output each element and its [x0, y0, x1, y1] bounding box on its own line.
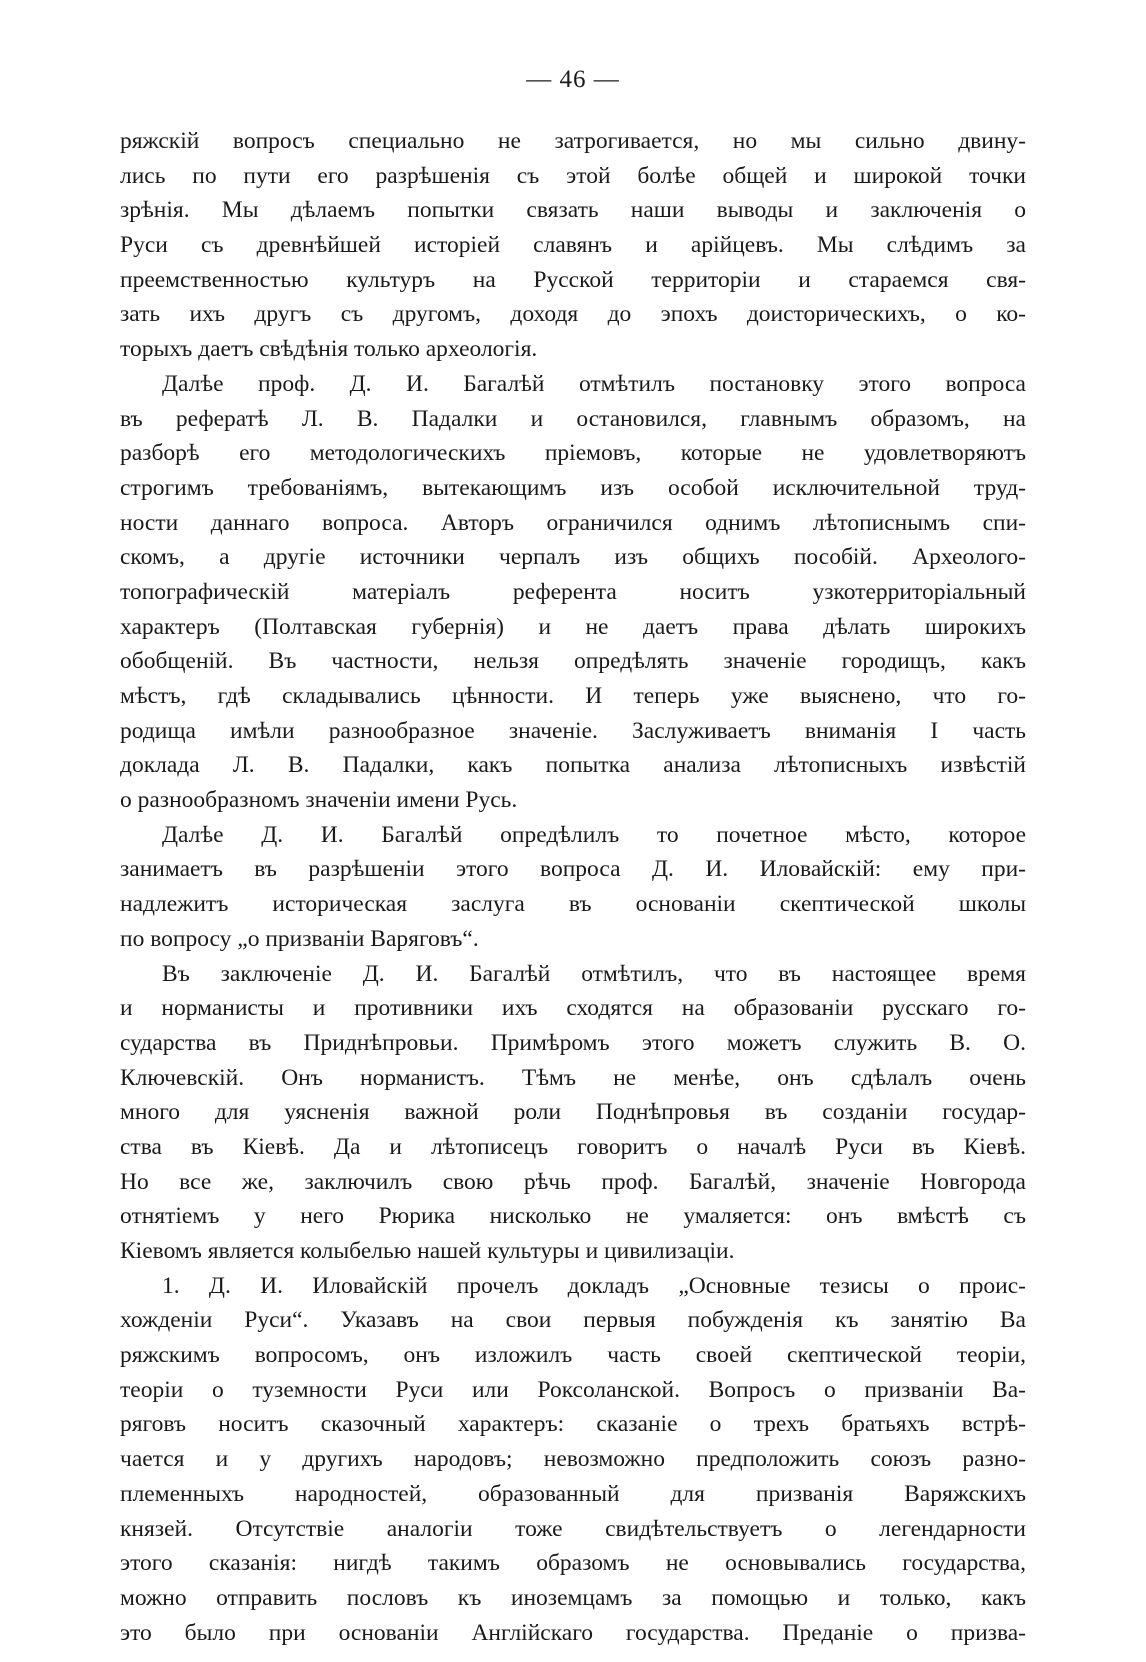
text-line: князей. Отсутствіе аналогіи тоже свидѣтельствуетъ о легендарности	[120, 1515, 1026, 1542]
text-line: Но все же, заключилъ свою рѣчь проф. Багалѣй, значеніе Новгорода	[120, 1168, 1026, 1195]
text-line: можно отправить пословъ къ иноземцамъ за помощью и только, какъ	[120, 1584, 1026, 1611]
text-line: разборѣ его методологическихъ пріемовъ, которые не удовлетворяютъ	[120, 440, 1026, 467]
text-line: Далѣе проф. Д. И. Багалѣй отмѣтилъ постановку этого вопроса	[162, 370, 1026, 397]
text-line: зать ихъ другъ съ другомъ, доходя до эпохъ доисторическихъ, о ко-	[120, 301, 1026, 328]
text-line: родища имѣли разнообразное значеніе. Заслуживаетъ вниманія I часть	[120, 717, 1026, 744]
text-line: этого сказанія: нигдѣ такимъ образомъ не основывались государства,	[120, 1550, 1026, 1577]
text-line: сударства въ Приднѣпровьи. Примѣромъ этого можетъ служить В. О.	[120, 1029, 1026, 1056]
text-line: характеръ (Полтавская губернія) и не даетъ права дѣлать широкихъ	[120, 613, 1026, 640]
text-line: Въ заключеніе Д. И. Багалѣй отмѣтилъ, что въ настоящее время	[162, 960, 1026, 987]
text-line: Руси съ древнѣйшей исторіей славянъ и арійцевъ. Мы слѣдимъ за	[120, 232, 1026, 259]
text-line: ряжскій вопросъ специально не затрогивается, но мы сильно двину-	[120, 128, 1026, 154]
text-line: это было при основаніи Англійскаго государства. Преданіе о призва-	[120, 1619, 1026, 1646]
text-line: ряжскимъ вопросомъ, онъ изложилъ часть своей скептической теоріи,	[120, 1342, 1026, 1369]
text-line: и норманисты и противники ихъ сходятся на образованіи русскаго го-	[120, 995, 1026, 1022]
text-line: Кіевомъ является колыбелью нашей культуры и цивилизаціи.	[120, 1238, 735, 1264]
text-line: ства въ Кіевѣ. Да и лѣтописецъ говоритъ о началѣ Руси въ Кіевѣ.	[120, 1133, 1026, 1160]
text-line: топографическій матеріалъ референта носитъ узкотерриторіальный	[120, 578, 1026, 605]
text-line: обобщеній. Въ частности, нельзя опредѣлять значеніе городищъ, какъ	[120, 648, 1026, 675]
text-line: Ключевскій. Онъ норманистъ. Тѣмъ не менѣе, онъ сдѣлалъ очень	[120, 1064, 1026, 1091]
text-line: скомъ, а другіе источники черпалъ изъ общихъ пособій. Археолого-	[120, 544, 1026, 571]
text-line: племенныхъ народностей, образованный для призванія Варяжскихъ	[120, 1480, 1026, 1507]
text-line: торыхъ даетъ свѣдѣнія только археологія.	[120, 336, 538, 363]
page-number: — 46 —	[526, 66, 620, 93]
text-line: ряговъ носитъ сказочный характеръ: сказаніе о трехъ братьяхъ встрѣ-	[120, 1411, 1026, 1438]
text-line: о разнообразномъ значеніи имени Русь.	[120, 787, 518, 814]
text-line: въ рефератѣ Л. В. Падалки и остановился, главнымъ образомъ, на	[120, 405, 1026, 432]
text-line: преемственностью культуръ на Русской территоріи и стараемся свя-	[120, 266, 1026, 293]
text-line: отнятіемъ у него Рюрика нисколько не умаляется: онъ вмѣстѣ съ	[120, 1203, 1026, 1230]
text-line: теоріи о туземности Руси или Роксоланской. Вопросъ о призваніи Ва-	[120, 1376, 1026, 1403]
text-line: доклада Л. В. Падалки, какъ попытка анализа лѣтописныхъ извѣстій	[120, 752, 1026, 779]
text-line: надлежитъ историческая заслуга въ основаніи скептической школы	[120, 891, 1026, 918]
text-line: зрѣнія. Мы дѣлаемъ попытки связать наши выводы и заключенія о	[120, 197, 1026, 224]
text-line: мѣстъ, гдѣ складывались цѣнности. И теперь уже выяснено, что го-	[120, 683, 1026, 709]
text-line: строгимъ требованіямъ, вытекающимъ изъ особой исключительной труд-	[120, 474, 1026, 501]
text-line: по вопросу „о призваніи Варяговъ“.	[120, 925, 479, 952]
text-line: лись по пути его разрѣшенія съ этой болѣе общей и широкой точки	[120, 162, 1026, 189]
body-text	[120, 124, 1026, 1650]
text-line: чается и у другихъ народовъ; невозможно предположить союзъ разно-	[120, 1446, 1026, 1473]
text-line: 1. Д. И. Иловайскій прочелъ докладъ „Основные тезисы о проис-	[162, 1272, 1026, 1299]
text-line: много для уясненія важной роли Поднѣпровья въ созданіи государ-	[120, 1099, 1026, 1126]
text-line: хожденіи Руси“. Указавъ на свои первыя побужденія къ занятію Ва	[120, 1307, 1026, 1334]
text-line: занимаетъ въ разрѣшеніи этого вопроса Д. И. Иловайскій: ему при-	[120, 856, 1026, 883]
text-line: Далѣе Д. И. Багалѣй опредѣлилъ то почетное мѣсто, которое	[162, 821, 1026, 848]
text-line: ности даннаго вопроса. Авторъ ограничился однимъ лѣтописнымъ спи-	[120, 509, 1026, 536]
